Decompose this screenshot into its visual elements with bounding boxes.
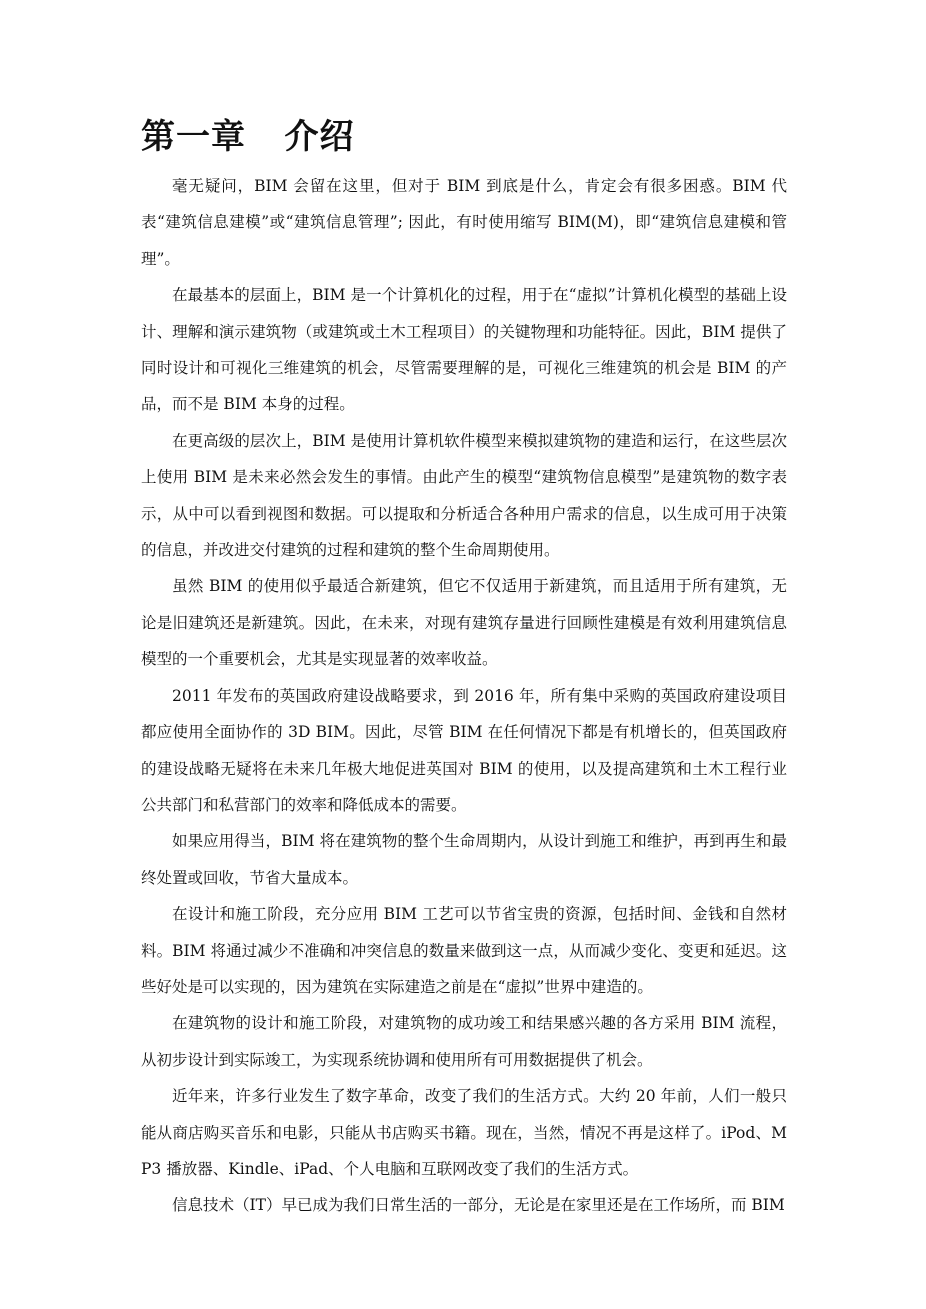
- paragraph-2: 在最基本的层面上，BIM 是一个计算机化的过程，用于在“虚拟”计算机化模型的基础上设计、理解和演示建筑物（或建筑或土木工程项目）的关键物理和功能特征。因此，BIM 提供了同时设计和可视化三维建筑的机会，尽管需要理解的是，可视化三维建筑的机会是 BIM 的产品，而不是 BIM 本身的过程。: [141, 286, 787, 414]
- paragraph-5: 2011 年发布的英国政府建设战略要求，到 2016 年，所有集中采购的英国政府建设项目都应使用全面协作的 3D BIM。因此，尽管 BIM 在任何情况下都是有机增长的，但英国政府的建设战略无疑将在未来几年极大地促进英国对 BIM 的使用，以及提高建筑和土木工程行业公共部门和私营部门的效率和降低成本的需要。: [141, 686, 787, 814]
- paragraph-8: 在建筑物的设计和施工阶段，对建筑物的成功竣工和结果感兴趣的各方采用 BIM 流程，从初步设计到实际竣工，为实现系统协调和使用所有可用数据提供了机会。: [141, 1014, 787, 1069]
- paragraph-9: 近年来，许多行业发生了数字革命，改变了我们的生活方式。大约 20 年前，人们一般只能从商店购买音乐和电影，只能从书店购买书籍。现在，当然，情况不再是这样了。iPod、MP3 播放器、Kindle、iPad、个人电脑和互联网改变了我们的生活方式。: [141, 1087, 787, 1178]
- paragraph-10: 信息技术（IT）早已成为我们日常生活的一部分，无论是在家里还是在工作场所，而 BIM: [172, 1196, 785, 1215]
- chapter-title: 第一章 介绍: [141, 117, 355, 157]
- paragraph-1: 毫无疑问，BIM 会留在这里，但对于 BIM 到底是什么，肯定会有很多困惑。BIM 代表“建筑信息建模”或“建筑信息管理”; 因此，有时使用缩写 BIM(M)，即“建筑信息建模和管理”。: [141, 177, 787, 268]
- document-page: [141, 112, 787, 1224]
- paragraph-6: 如果应用得当，BIM 将在建筑物的整个生命周期内，从设计到施工和维护，再到再生和最终处置或回收，节省大量成本。: [141, 832, 787, 887]
- paragraph-4: 虽然 BIM 的使用似乎最适合新建筑，但它不仅适用于新建筑，而且适用于所有建筑，无论是旧建筑还是新建筑。因此，在未来，对现有建筑存量进行回顾性建模是有效利用建筑信息模型的一个重要机会，尤其是实现显著的效率收益。: [141, 577, 787, 669]
- paragraph-7: 在设计和施工阶段，充分应用 BIM 工艺可以节省宝贵的资源，包括时间、金钱和自然材料。BIM 将通过减少不准确和冲突信息的数量来做到这一点，从而减少变化、变更和延迟。这些好处是可以实现的，因为建筑在实际建造之前是在“虚拟”世界中建造的。: [141, 905, 787, 996]
- paragraph-3: 在更高级的层次上，BIM 是使用计算机软件模型来模拟建筑物的建造和运行，在这些层次上使用 BIM 是未来必然会发生的事情。由此产生的模型“建筑物信息模型”是建筑物的数字表示，从中可以看到视图和数据。可以提取和分析适合各种用户需求的信息，以生成可用于决策的信息，并改进交付建筑的过程和建筑的整个生命周期使用。: [141, 431, 787, 560]
